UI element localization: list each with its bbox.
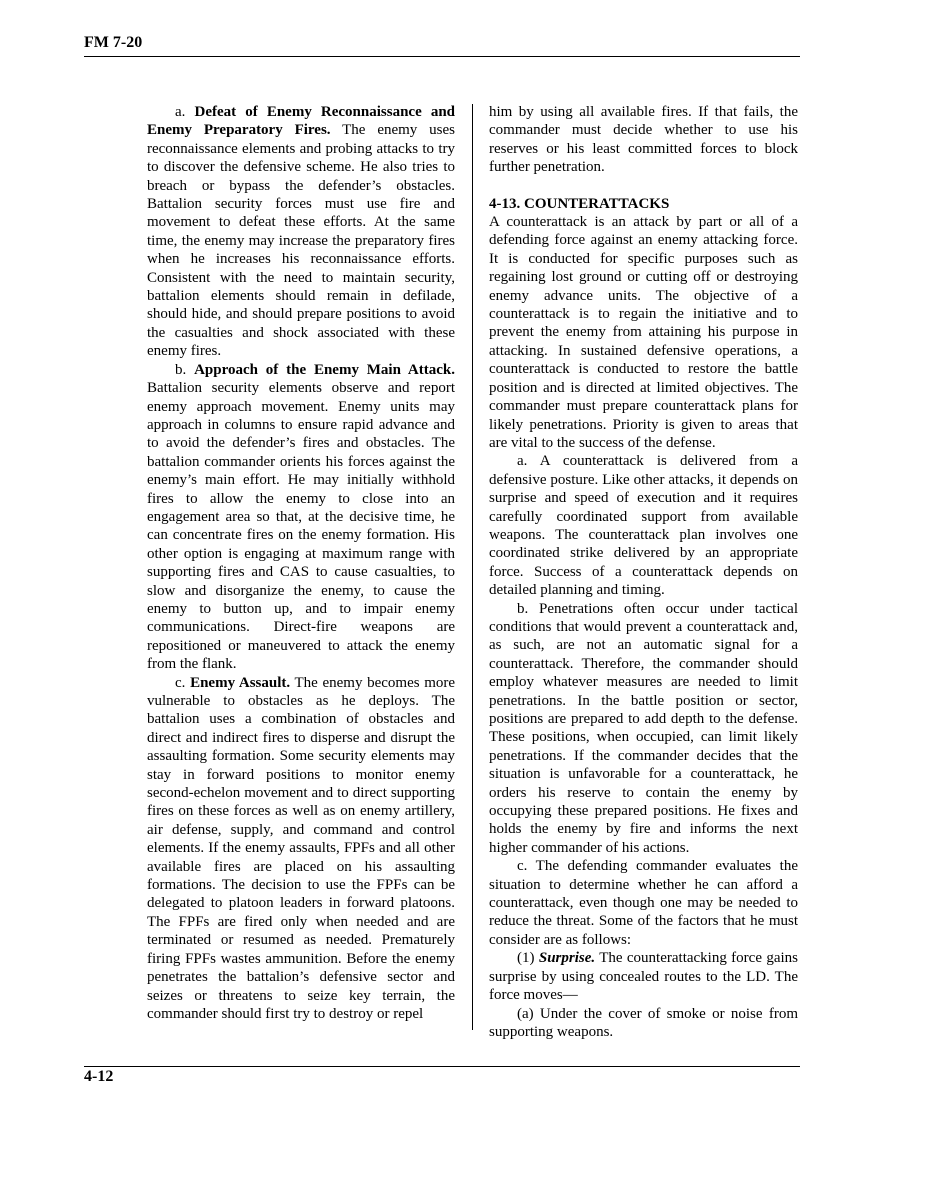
paragraph-c	[147, 674, 455, 1024]
left-column	[147, 103, 455, 1023]
header-rule	[84, 56, 800, 57]
paragraph-body: Battalion security elements observe and report enemy approach movement. Enemy units may approach in columns to ensure rapid advance and to avoid the defender’s fires and obstacles. The battalion commander orients his forces against the enemy’s main effort. He may initially withhold fires to allow the enemy to close into an engagement area so that, at the decisive time, he can concentrate fires on the enemy formation. His other option is engaging at maximum range with supporting fires and CAS to cause casualties, to slow and disorganize the enemy, to cause the enemy to button up, and to impair enemy communications. Direct-fire weapons are repositioned or maneuvered to attack the enemy from the flank.	[147, 380, 455, 673]
paragraph-a	[147, 103, 455, 361]
item-surprise	[489, 949, 798, 1004]
paragraph-heading: Defeat of Enemy Reconnaissance and Enemy Preparatory Fires.	[147, 104, 456, 139]
section-intro: A counterattack is an attack by part or all of a defending force against an enemy attacking force. It is conducted for specific purposes such as regaining lost ground or cutting off or destroying enemy advance units. The objective of a counterattack is to regain the initiative and to prevent the enemy from attaining his purpose in attacking. In sustained defensive operations, a counterattack is conducted to restore the battle position and is directed at limited objectives. The commander must prepare counterattack plans for likely penetrations. Priority is given to areas that are vital to the success of the defense.	[489, 214, 798, 451]
paragraph-b	[147, 361, 455, 674]
counterattack-paragraph-c: c. The defending commander evaluates the situation to determine whether he can afford a counterattack, even though one may be needed to reduce the threat. Some of the factors that he must consider are as follows:	[489, 858, 798, 948]
footer-rule	[84, 1066, 800, 1067]
paragraph-label: b.	[175, 361, 187, 378]
continuation-text: him by using all available fires. If that fails, the commander must decide whether to use his reserves or his least committed forces to block further penetration.	[489, 104, 798, 176]
page-number: 4-12	[84, 1068, 114, 1085]
item-body: The counterattacking force gains surprise by using concealed routes to the LD. The force moves—	[489, 950, 799, 1004]
manual-id: FM 7-20	[84, 34, 143, 51]
column-divider	[472, 104, 473, 1030]
paragraph-label: c.	[175, 674, 186, 691]
item-heading: Surprise.	[538, 950, 596, 967]
subitem-a: (a) Under the cover of smoke or noise from supporting weapons.	[489, 1005, 798, 1040]
right-column	[489, 103, 798, 1041]
counterattack-paragraph-b: b. Penetrations often occur under tactical conditions that would prevent a counterattack and, as such, are not an automatic signal for a counterattack. Therefore, the commander should employ whatever measures are needed to limit penetrations. In the battle position or sector, positions are prepared to add depth to the defense. These positions, when occupied, can limit likely penetrations. If the commander decides that the situation is unfavorable for a counterattack, he orders his reserve to contain the enemy by occupying these prepared positions. He fixes and holds the enemy by fire and informs the next higher commander of his actions.	[489, 600, 798, 856]
paragraph-label: a.	[175, 104, 186, 120]
paragraph-body: The enemy uses reconnaissance elements and probing attacks to try to discover the defensive scheme. He also tries to breach or bypass the defender’s obstacles. Battalion security forces must use fire and movement to defeat these efforts. At the same time, the enemy may increase the preparatory fires when he increases his reconnaissance efforts. Consistent with the need to maintain security, battalion elements should remain in defilade, should hide, and should prepare positions to avoid the casualties and shock associated with these enemy fires.	[147, 122, 455, 360]
paragraph-heading: Approach of the Enemy Main Attack.	[194, 361, 455, 378]
item-label: (1)	[517, 950, 535, 967]
section-title: 4-13. COUNTERATTACKS	[489, 195, 670, 212]
counterattack-paragraph-a: a. A counterattack is delivered from a defensive posture. Like other attacks, it depends on surprise and speed of execution and it requires carefully coordinated support from available weapons. The counterattack plan involves one coordinated strike delivered by an appropriate force. Success of a counterattack depends on detailed planning and timing.	[489, 453, 798, 599]
paragraph-body: The enemy becomes more vulnerable to obstacles as he deploys. The battalion uses a combination of obstacles and direct and indirect fires to disperse and disrupt the assaulting formation. Some security elements may stay in forward positions to monitor enemy second-echelon movement and to direct supporting fires on these forces as well as on enemy artillery, air defense, supply, and command and control elements. If the enemy assaults, FPFs and all other available fires are placed on his assaulting formations. The decision to use the FPFs can be delegated to platoon leaders in forward platoons. The FPFs are fired only when needed and are terminated or resumed as needed. Prematurely firing FPFs wastes ammunition. Before the enemy penetrates the battalion’s defensive sector and seizes or threatens to seize key terrain, the commander should first try to destroy or repel	[147, 674, 456, 1022]
paragraph-heading: Enemy Assault.	[190, 674, 291, 691]
